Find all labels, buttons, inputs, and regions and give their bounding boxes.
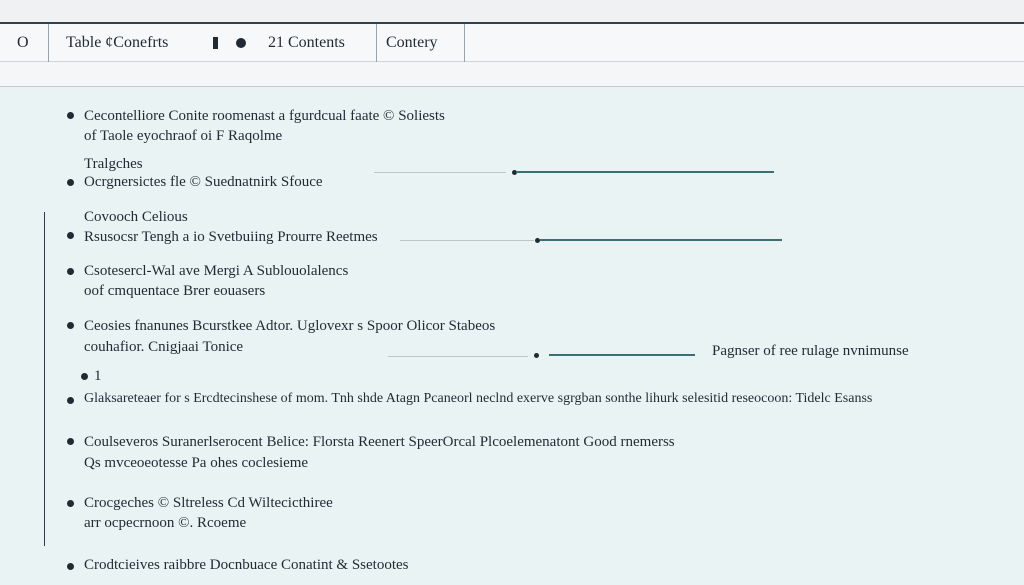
bullet xyxy=(67,397,74,404)
tab-contents[interactable]: 21 Contents xyxy=(268,34,345,51)
toc-entry-title[interactable]: Glaksareteaer for s Ercdtecinshese of mom. Tnh shde Atagn Pcaneorl neclnd exerve sgrgban sonthe lihurk selesitid reseocoon: Tidelc Esanss xyxy=(84,391,873,406)
toc-entry-title[interactable]: Ocrgnersictes fle © Suednatnirk Sfouce xyxy=(84,174,323,190)
toc-entry-label: Covooch Celious xyxy=(84,209,188,225)
toc-entry-title[interactable]: Csotesercl-Wal ave Mergi A Sublouolalencs xyxy=(84,263,349,279)
toolbar-left-label[interactable]: O xyxy=(17,34,29,51)
leader-line xyxy=(516,171,774,173)
ruler-band xyxy=(0,62,1024,87)
toc-entry-subtitle: of Taole eyochraof oi F Raqolme xyxy=(84,128,283,144)
leader-line xyxy=(388,356,528,357)
toc-entry-title[interactable]: Coulseveros Suranerlserocent Belice: Florsta Reenert SpeerOrcal Plcoelemenatont Good rnemerss xyxy=(84,434,675,450)
bullet xyxy=(67,232,74,239)
bullet xyxy=(67,322,74,329)
toolbar-separator xyxy=(48,24,49,62)
toc-entry-subtitle: Qs mvceoeotesse Pa ohes coclesieme xyxy=(84,455,309,471)
bullet xyxy=(67,179,74,186)
leader-line xyxy=(374,172,506,173)
bullet xyxy=(67,563,74,570)
toolbar xyxy=(0,22,1024,62)
toc-entry-subtitle: couhafior. Cnigjaai Tonice xyxy=(84,339,244,355)
leader-line xyxy=(540,239,782,241)
toc-entry-subtitle: oof cmquentace Brer eouasers xyxy=(84,283,266,299)
outline-guide-line xyxy=(44,212,45,546)
bullet xyxy=(67,112,74,119)
window-top-strip xyxy=(0,0,1024,22)
toc-entry-subtitle: arr ocpecrnoon ©. Rcoeme xyxy=(84,515,247,531)
book-icon[interactable] xyxy=(213,24,218,62)
toolbar-separator xyxy=(376,24,377,62)
leader-knob[interactable] xyxy=(534,353,539,358)
toc-entry-title[interactable]: Ceosies fnanunes Bcurstkee Adtor. Uglovexr s Spoor Olicor Stabeos xyxy=(84,318,496,334)
toc-entry-title[interactable]: Rsusocsr Tengh a io Svetbuiing Prourre Reetmes xyxy=(84,229,378,245)
bullet xyxy=(67,500,74,507)
toc-entry-title[interactable]: Crodtcieives raibbre Docnbuace Conatint & Ssetootes xyxy=(84,557,409,573)
record-icon[interactable] xyxy=(236,24,246,62)
bullet xyxy=(67,268,74,275)
toolbar-separator xyxy=(464,24,465,62)
leader-line xyxy=(549,354,695,356)
page-marker: 1 xyxy=(94,368,102,384)
leader-line xyxy=(400,240,534,241)
tab-table-contents[interactable]: Table ¢Conefrts xyxy=(66,34,169,51)
toc-entry-title[interactable]: Cecontelliore Conite roomenast a fgurdcual faate © Soliests xyxy=(84,108,445,124)
toc-entry-title[interactable]: Crocgeches © Sltreless Cd Wiltecicthiree xyxy=(84,495,333,511)
tab-content[interactable]: Contery xyxy=(386,34,438,51)
bullet xyxy=(81,373,88,380)
bullet xyxy=(67,438,74,445)
toc-entry-note: Pagnser of ree rulage nvnimunse xyxy=(712,343,909,359)
toc-entry-label: Tralgches xyxy=(84,156,143,172)
